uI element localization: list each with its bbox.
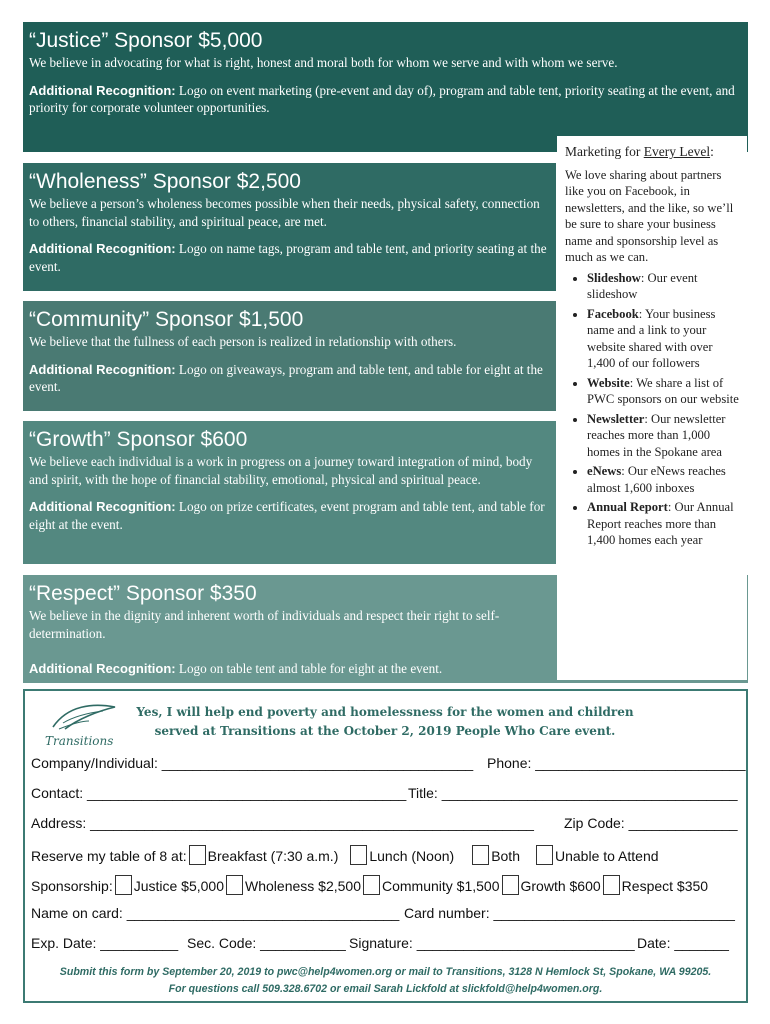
phone-field[interactable]: Phone: ___________________________	[487, 755, 746, 771]
tier-title: “Community” Sponsor $1,500	[29, 308, 304, 331]
footer-submit-text: Submit this form by September 20, 2019 to pwc@help4women.org or mail to Transitions, 3128 N Hemlock St, Spokane, WA 99205.	[59, 966, 712, 978]
form-footer	[25, 964, 746, 998]
tier-community	[23, 301, 556, 411]
tier-recognition	[29, 82, 742, 117]
card-row	[31, 905, 735, 921]
address-row	[31, 815, 738, 831]
title-field[interactable]: Title: ______________________________________	[408, 785, 738, 801]
option-label: Unable to Attend	[555, 848, 659, 864]
recognition-text: Logo on event marketing (pre-event and day of), program and table tent, priority seating at the event, and priority for corporate volunteer opportunities.	[29, 82, 735, 115]
reserve-row	[31, 845, 659, 865]
breakfast-checkbox[interactable]	[189, 845, 206, 865]
headline-line-1: Yes, I will help end poverty and homelessness for the women and children	[136, 705, 634, 719]
option-label: Wholeness $2,500	[245, 878, 361, 894]
recognition-label: Additional Recognition:	[29, 661, 176, 676]
item-label: Website	[587, 375, 630, 390]
tier-description: We believe in the dignity and inherent worth of individuals and respect their right to self-determination.	[29, 608, 500, 641]
option-label: Respect $350	[621, 878, 709, 894]
item-text: : We share a list of PWC sponsors on our website	[587, 375, 739, 406]
item-label: eNews	[587, 464, 622, 478]
reserve-label: Reserve my table of 8 at:	[31, 848, 187, 864]
growth-checkbox[interactable]	[502, 875, 519, 895]
tier-title: “Respect” Sponsor $350	[29, 582, 257, 605]
contact-row	[31, 785, 738, 801]
company-field[interactable]: Company/Individual: ________________________________________	[31, 755, 474, 771]
recognition-text: Logo on table tent and table for eight at the event.	[175, 661, 443, 676]
item-text: : Our event slideshow	[587, 270, 698, 301]
zip-field[interactable]: Zip Code: ______________	[564, 815, 738, 831]
sponsorship-label: Sponsorship:	[31, 878, 113, 894]
list-item	[587, 499, 741, 549]
marketing-heading-underlined: Every Level	[643, 144, 711, 159]
tier-recognition	[29, 361, 550, 396]
justice-checkbox[interactable]	[115, 875, 132, 895]
list-item	[587, 375, 741, 408]
item-text: : Our Annual Report reaches more than 1,400 homes each year	[587, 500, 734, 547]
list-item	[587, 306, 741, 372]
marketing-panel	[557, 136, 747, 680]
logo-wordmark: Transitions	[45, 734, 114, 748]
wholeness-checkbox[interactable]	[226, 875, 243, 895]
unable-checkbox[interactable]	[536, 845, 553, 865]
list-item	[587, 270, 741, 303]
marketing-intro: We love sharing about partners like you on Facebook, in newsletters, and the like, so we’ll be sure to share your business name and sponsorship level as much as we can.	[565, 167, 734, 264]
option-label: Lunch (Noon)	[369, 848, 455, 864]
tier-description: We believe each individual is a work in progress on a journey toward integration of mind, body and spirit, with the hope of financial stability, emotional, physical and spiritual peace.	[29, 454, 533, 487]
both-checkbox[interactable]	[472, 845, 489, 865]
recognition-text: Logo on prize certificates, event program and table tent, and table for eight at the event.	[29, 499, 545, 532]
footer-contact-text: For questions call 509.328.6702 or email Sarah Lickfold at slickfold@help4women.org.	[168, 983, 603, 995]
sec-code-field[interactable]: Sec. Code: ___________	[187, 935, 346, 951]
exp-date-field[interactable]: Exp. Date: __________	[31, 935, 179, 951]
payment-row	[31, 935, 729, 951]
tier-recognition	[29, 498, 550, 533]
tier-wholeness	[23, 163, 556, 291]
marketing-heading	[565, 144, 741, 161]
community-checkbox[interactable]	[363, 875, 380, 895]
marketing-heading-prefix: Marketing for	[565, 144, 644, 159]
tier-title: “Wholeness” Sponsor $2,500	[29, 170, 301, 193]
marketing-list	[565, 270, 741, 549]
recognition-label: Additional Recognition:	[29, 241, 176, 256]
recognition-text: Logo on giveaways, program and table tent, and table for eight at the event.	[29, 361, 543, 394]
tier-description: We believe that the fullness of each person is realized in relationship with others.	[29, 334, 457, 349]
option-label: Community $1,500	[381, 878, 500, 894]
form-headline	[135, 703, 635, 741]
item-text: : Your business name and a link to your website shared with over 1,400 of our followers	[587, 306, 716, 370]
contact-field[interactable]: Contact: _________________________________________	[31, 785, 407, 801]
option-label: Justice $5,000	[133, 878, 225, 894]
tier-justice	[23, 22, 748, 152]
respect-checkbox[interactable]	[603, 875, 620, 895]
option-label: Breakfast (7:30 a.m.)	[207, 848, 339, 864]
sponsor-form	[23, 689, 748, 1003]
item-label: Facebook	[587, 306, 639, 321]
item-label: Newsletter	[587, 411, 645, 426]
sponsorship-row	[31, 875, 708, 895]
option-label: Both	[491, 848, 520, 864]
recognition-label: Additional Recognition:	[29, 499, 176, 514]
item-text: : Our newsletter reaches more than 1,000 homes in the Spokane area	[587, 411, 726, 459]
name-on-card-field[interactable]: Name on card: ___________________________________	[31, 905, 400, 921]
tier-title: “Growth” Sponsor $600	[29, 428, 248, 451]
option-label: Growth $600	[520, 878, 601, 894]
list-item	[587, 463, 741, 496]
tier-title: “Justice” Sponsor $5,000	[29, 29, 263, 52]
item-label: Slideshow	[587, 270, 641, 285]
marketing-heading-suffix: :	[710, 144, 714, 159]
card-number-field[interactable]: Card number: _______________________________	[404, 905, 735, 921]
list-item	[587, 411, 741, 461]
transitions-logo	[43, 699, 123, 749]
recognition-label: Additional Recognition:	[29, 82, 176, 98]
company-row	[31, 755, 746, 771]
recognition-label: Additional Recognition:	[29, 361, 176, 377]
signature-field[interactable]: Signature: ____________________________	[349, 935, 635, 951]
date-field[interactable]: Date: _______	[637, 935, 729, 951]
lunch-checkbox[interactable]	[350, 845, 367, 865]
tier-recognition	[29, 240, 550, 275]
tier-growth	[23, 421, 556, 564]
recognition-text: Logo on name tags, program and table tent, and priority seating at the event.	[29, 241, 547, 274]
item-label: Annual Report	[587, 500, 668, 514]
headline-line-2: served at Transitions at the October 2, 2019 People Who Care event.	[154, 724, 616, 738]
leaf-icon	[43, 699, 123, 749]
address-field[interactable]: Address: _________________________________________________________	[31, 815, 534, 831]
tier-description: We believe a person’s wholeness becomes possible when their needs, physical safety, connection to others, financial stability, and spiritual peace, are met.	[29, 196, 540, 229]
item-text: : Our eNews reaches almost 1,600 inboxes	[587, 464, 726, 495]
tier-description: We believe in advocating for what is right, honest and moral both for whom we serve and with whom we serve.	[29, 55, 618, 70]
